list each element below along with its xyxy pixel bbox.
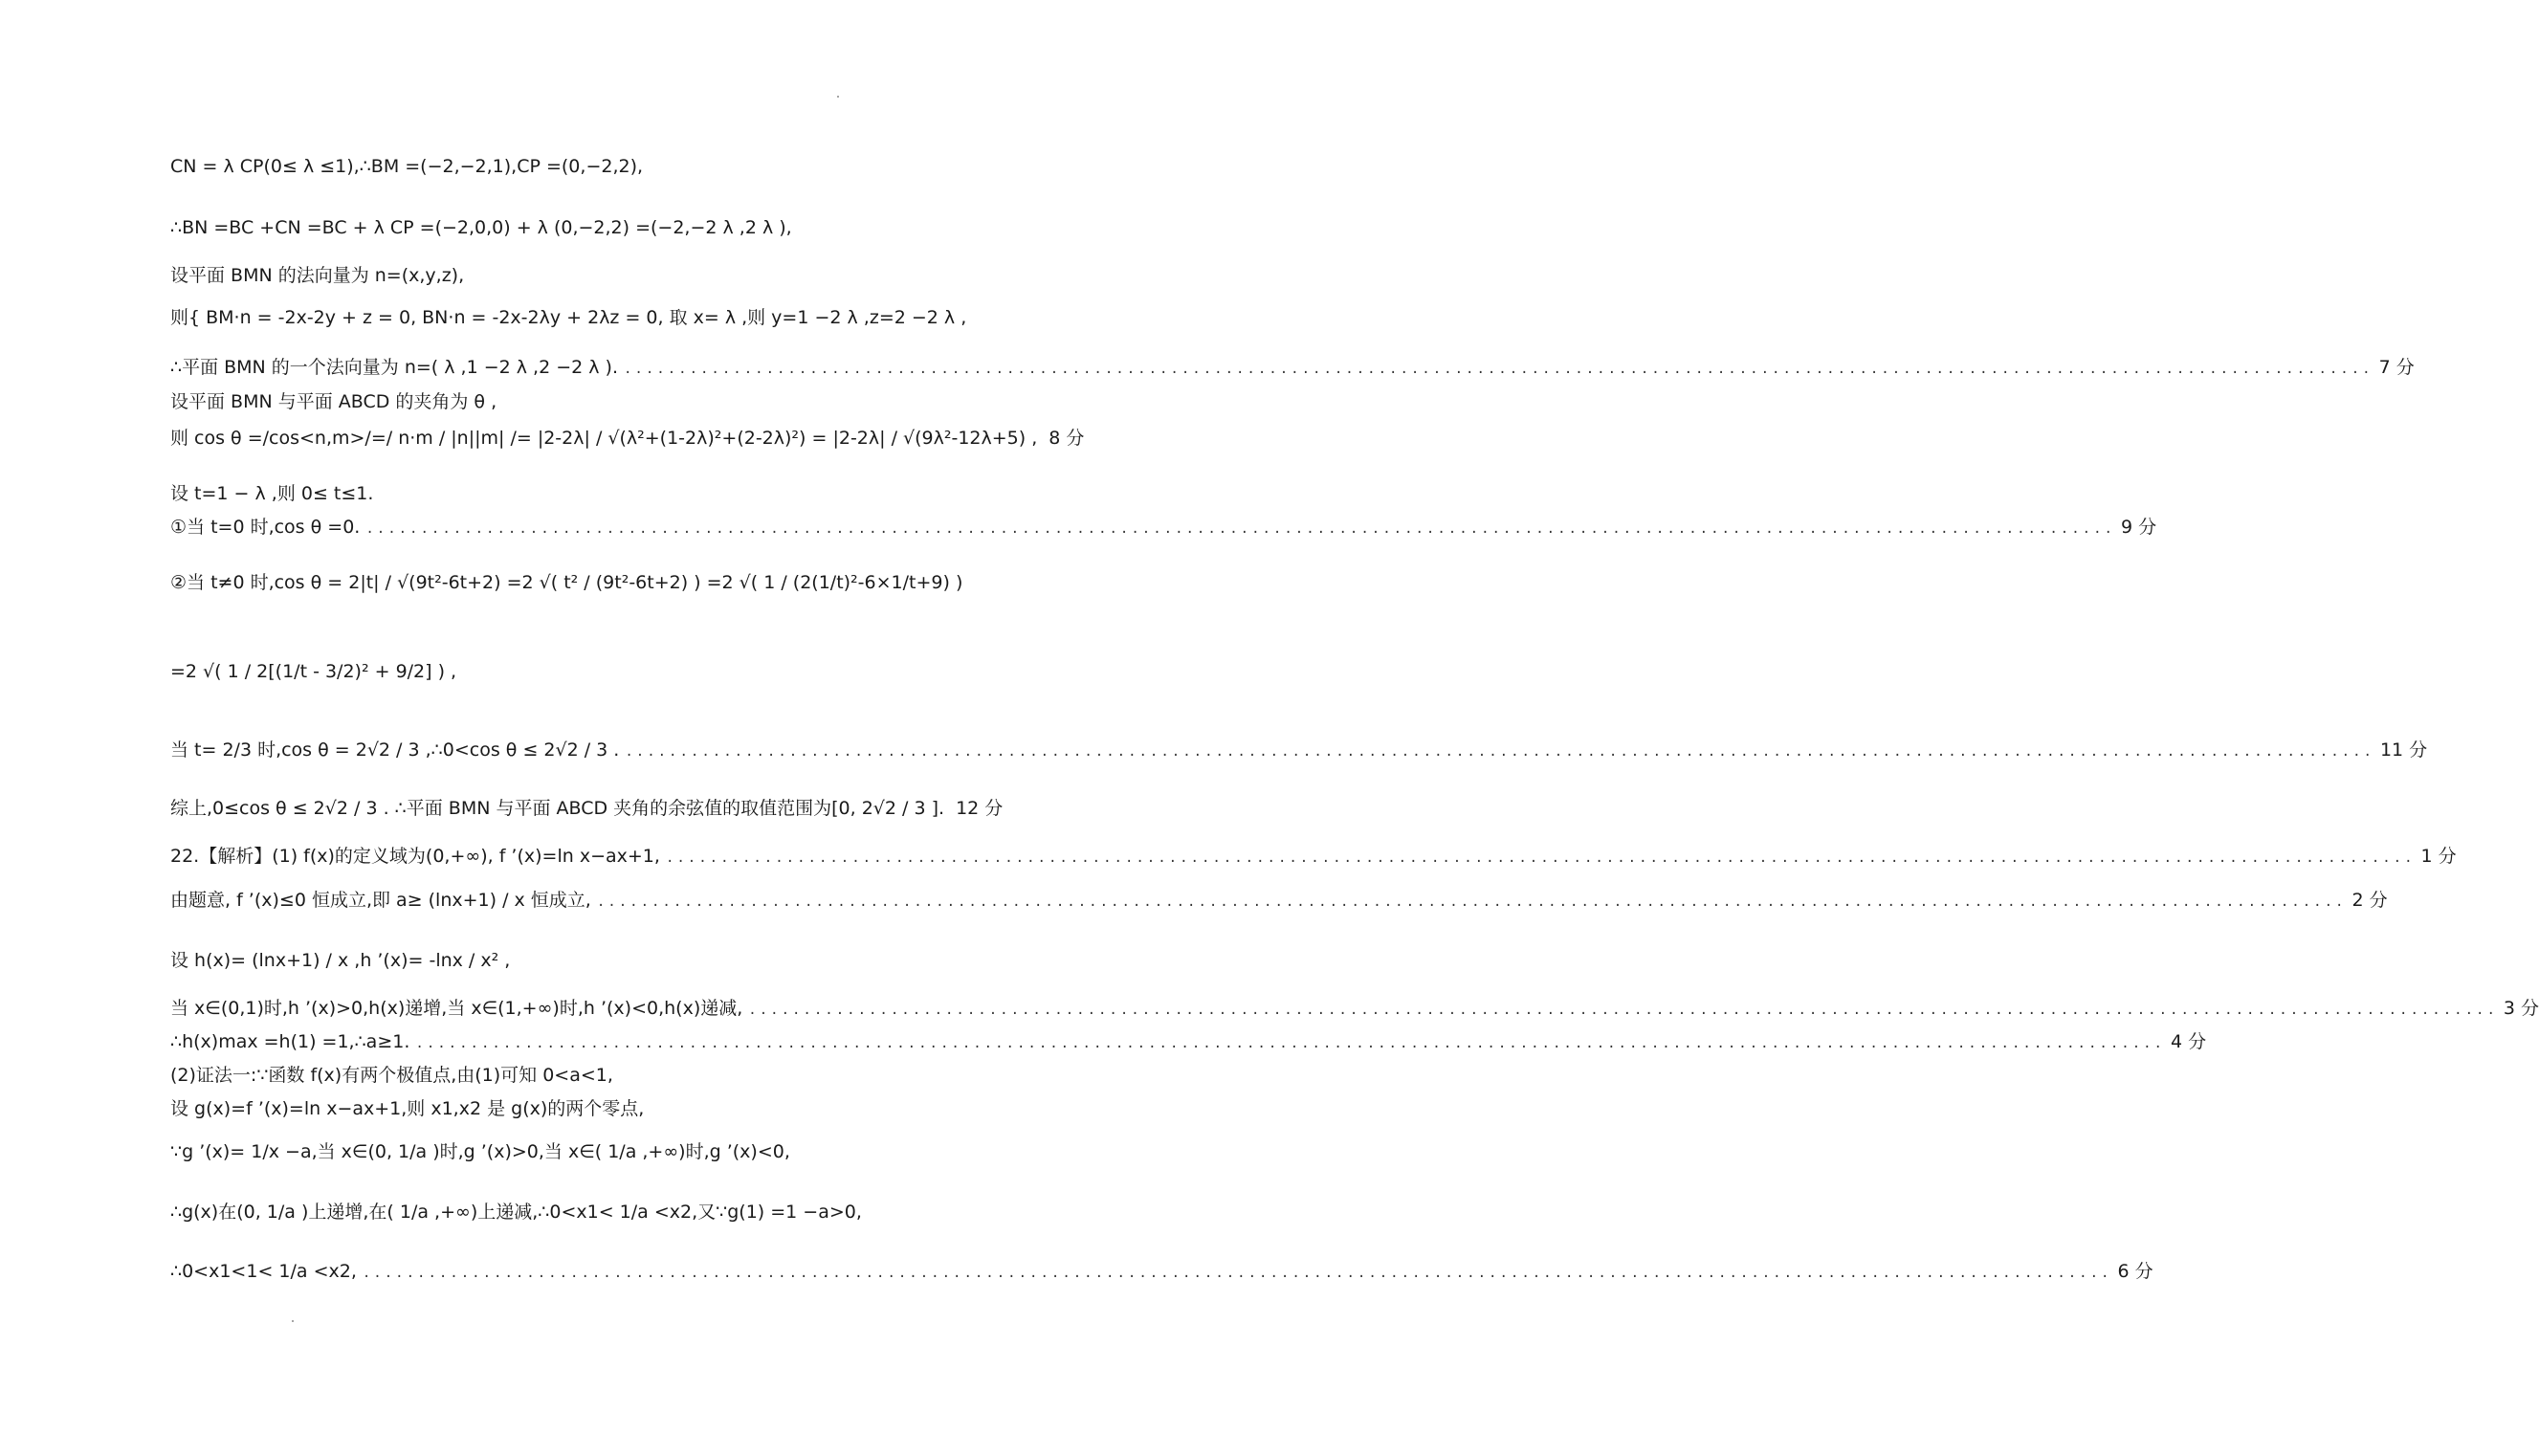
dot-leader: ................................................................................................................................................................ <box>365 521 2115 537</box>
solution-line: ∴BN =BC +CN =BC + λ CP =(−2,0,0) + λ (0,−2,2) =(−2,−2 λ ,2 λ ), <box>170 217 792 238</box>
solution-line: ∴h(x)max =h(1) =1,∴a≥1. ................................................................................................................................................................ 4 分 <box>170 1030 978 1055</box>
score-mark: 9 分 <box>2120 517 2157 538</box>
dot-leader: ................................................................................................................................................................ <box>624 362 2373 377</box>
solution-line: 设平面 BMN 与平面 ABCD 的夹角为 θ , <box>170 391 497 412</box>
dot-leader: ................................................................................................................................................................ <box>665 850 2416 866</box>
score-mark: 1 分 <box>2420 846 2457 867</box>
solution-line: 综上,0≤cos θ ≤ 2√2 / 3 . ∴平面 BMN 与平面 ABCD 夹角的余弦值的取值范围为[0, 2√2 / 3 ]. 12 分 <box>170 798 1004 819</box>
solution-line: 当 x∈(0,1)时,h ’(x)>0,h(x)递增,当 x∈(1,+∞)时,h ’(x)<0,h(x)递减, ................................................................................................................................................................ 3 分 <box>170 997 978 1022</box>
solution-line: 22.【解析】(1) f(x)的定义域为(0,+∞), f ’(x)=ln x−ax+1, ................................................................................................................................................................ 1 分 <box>170 845 978 870</box>
dot-leader: ................................................................................................................................................................ <box>625 744 2374 760</box>
solution-line: ②当 t≠0 时,cos θ = 2|t| / √(9t²-6t+2) =2 √( t² / (9t²-6t+2) ) =2 √( 1 / (2(1/t)²-6×1/t+9) ) <box>170 572 963 593</box>
solution-line: 设 g(x)=f ’(x)=ln x−ax+1,则 x1,x2 是 g(x)的两个零点, <box>170 1098 645 1119</box>
scan-speck <box>292 1320 294 1322</box>
scan-speck <box>837 96 839 98</box>
solution-line: 设平面 BMN 的法向量为 n=(x,y,z), <box>170 265 465 286</box>
score-mark: 6 分 <box>2117 1261 2153 1282</box>
score-mark: 4 分 <box>2170 1031 2207 1052</box>
dot-leader: ................................................................................................................................................................ <box>596 894 2347 910</box>
solution-line: 当 t= 2/3 时,cos θ = 2√2 / 3 ,∴0<cos θ ≤ 2√2 / 3 . ................................................................................................................................................................ 11 分 <box>170 739 978 763</box>
solution-line: 则{ BM·n = -2x-2y + z = 0, BN·n = -2x-2λy + 2λz = 0, 取 x= λ ,则 y=1 −2 λ ,z=2 −2 λ , <box>170 307 967 328</box>
score-mark: 2 分 <box>2351 890 2388 911</box>
solution-line: ∴g(x)在(0, 1/a )上递增,在( 1/a ,+∞)上递减,∴0<x1< 1/a <x2,又∵g(1) =1 −a>0, <box>170 1202 862 1223</box>
score-mark: 3 分 <box>2503 998 2539 1019</box>
solution-line: ∴0<x1<1< 1/a <x2, ................................................................................................................................................................ 6 分 <box>170 1260 978 1285</box>
score-mark: 11 分 <box>2379 739 2428 761</box>
solution-line: ∴平面 BMN 的一个法向量为 n=( λ ,1 −2 λ ,2 −2 λ ). ................................................................................................................................................................ 7 分 <box>170 356 978 381</box>
solution-line: CN = λ CP(0≤ λ ≤1),∴BM =(−2,−2,1),CP =(0,−2,2), <box>170 156 644 177</box>
score-mark: 12 分 <box>956 798 1004 819</box>
solution-line: =2 √( 1 / 2[(1/t - 3/2)² + 9/2] ) , <box>170 661 457 682</box>
solution-line: ①当 t=0 时,cos θ =0. ................................................................................................................................................................ 9 分 <box>170 516 978 540</box>
score-mark: 8 分 <box>1049 428 1085 449</box>
score-mark: 7 分 <box>2378 357 2415 378</box>
solution-line: (2)证法一:∵函数 f(x)有两个极值点,由(1)可知 0<a<1, <box>170 1065 613 1086</box>
solution-line: 则 cos θ =/cos<n,m>/=/ n·m / |n||m| /= |2-2λ| / √(λ²+(1-2λ)²+(2-2λ)²) = |2-2λ| / √(9λ²-12λ+5) , 8 分 <box>170 428 1085 449</box>
solution-line: 由题意, f ’(x)≤0 恒成立,即 a≥ (lnx+1) / x 恒成立, ................................................................................................................................................................ 2 分 <box>170 889 978 914</box>
solution-line: 设 h(x)= (lnx+1) / x ,h ’(x)= -lnx / x² , <box>170 950 511 971</box>
solution-line: ∵g ’(x)= 1/x −a,当 x∈(0, 1/a )时,g ’(x)>0,当 x∈( 1/a ,+∞)时,g ’(x)<0, <box>170 1141 790 1162</box>
solution-line: 设 t=1 − λ ,则 0≤ t≤1. <box>170 483 374 504</box>
dot-leader: ................................................................................................................................................................ <box>415 1036 2165 1051</box>
dot-leader: ................................................................................................................................................................ <box>748 1003 2498 1018</box>
dot-leader: ................................................................................................................................................................ <box>362 1266 2112 1281</box>
